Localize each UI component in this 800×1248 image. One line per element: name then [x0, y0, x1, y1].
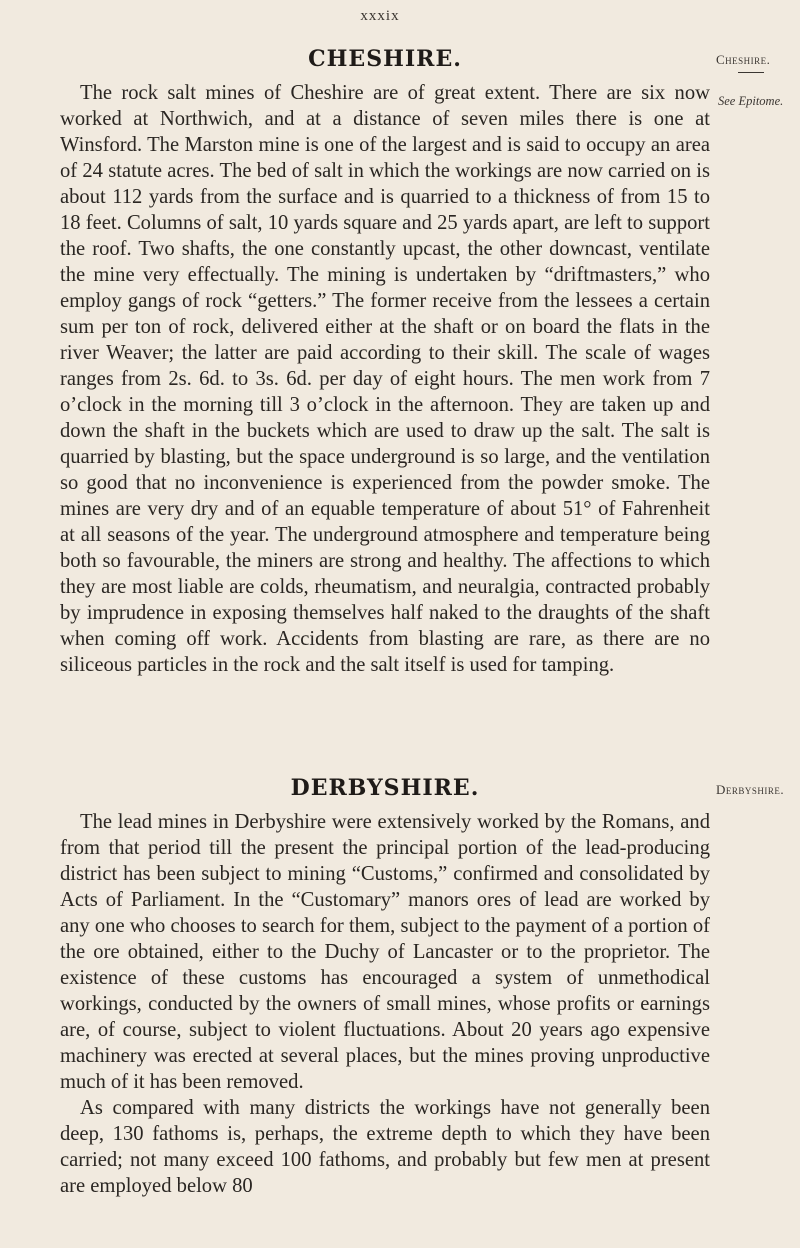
heading-derbyshire: DERBYSHIRE. [290, 775, 480, 801]
derbyshire-paragraph: As compared with many districts the workings have not generally been deep, 130 fathoms is, perhaps, the extreme depth to which they have been carried; not many exceed 100 fathoms, and probably but few men at present are employed below 80 [60, 1097, 710, 1197]
margin-note-cheshire [716, 52, 800, 108]
derbyshire-paragraph: The lead mines in Derbyshire were extensively worked by the Romans, and from that period till the present the principal portion of the lead-producing district has been subject to mining “Customs,” confirmed and consolidated by Acts of Parliament. In the “Customary” manors ores of lead are worked by any one who chooses to search for them, subject to the payment of a portion of the ore obtained, either to the Duchy of Lancaster or to the proprietor. The existence of these customs has encouraged a system of unmethodical workings, conducted by the owners of small mines, whose profits or earnings are, of course, subject to violent fluctuations. About 20 years ago expensive machinery was erected at several places, but the mines proving unproductive much of it has been removed. [60, 811, 710, 1093]
margin-rule [738, 72, 764, 73]
heading-cheshire: CHESHIRE. [308, 46, 462, 72]
section-cheshire [60, 46, 710, 678]
page-number: xxxix [360, 8, 400, 24]
margin-label-derbyshire: Derbyshire. [716, 782, 785, 797]
section-derbyshire [60, 775, 710, 1199]
margin-label-cheshire: Cheshire. [716, 52, 771, 67]
cheshire-paragraph: The rock salt mines of Cheshire are of great extent. There are six now worked at Northwich, and at a distance of seven miles there is one at Winsford. The Marston mine is one of the largest and is said to occupy an area of 24 statute acres. The bed of salt in which the workings are now carried on is about 112 yards from the surface and is quarried to a thickness of from 15 to 18 feet. Columns of salt, 10 yards square and 25 yards apart, are left to support the roof. Two shafts, the one constantly upcast, the other downcast, ventilate the mine very effectually. The mining is undertaken by “driftmasters,” who employ gangs of rock “getters.” The former receive from the lessees a certain sum per ton of rock, delivered either at the shaft or on board the flats in the river Weaver; the latter are paid according to their skill. The scale of wages ranges from 2s. 6d. to 3s. 6d. per day of eight hours. The men work from 7 o’clock in the morning till 3 o’clock in the afternoon. They are taken up and down the shaft in the buckets which are used to draw up the salt. The salt is quarried by blasting, but the space underground is so large, and the ventilation so good that no inconvenience is experienced from the powder smoke. The mines are very dry and of an equable temperature of about 51° of Fahrenheit at all seasons of the year. The underground atmosphere and temperature being both so favourable, the miners are strong and healthy. The affections to which they are most liable are colds, rheumatism, and neuralgia, contracted probably by imprudence in exposing themselves half naked to the draughts of the shaft when coming off work. Accidents from blasting are rare, as there are no siliceous particles in the rock and the salt itself is used for tamping. [60, 82, 710, 676]
margin-note-derbyshire [716, 782, 800, 798]
margin-ref-see-epitome: See Epitome. [718, 94, 784, 108]
